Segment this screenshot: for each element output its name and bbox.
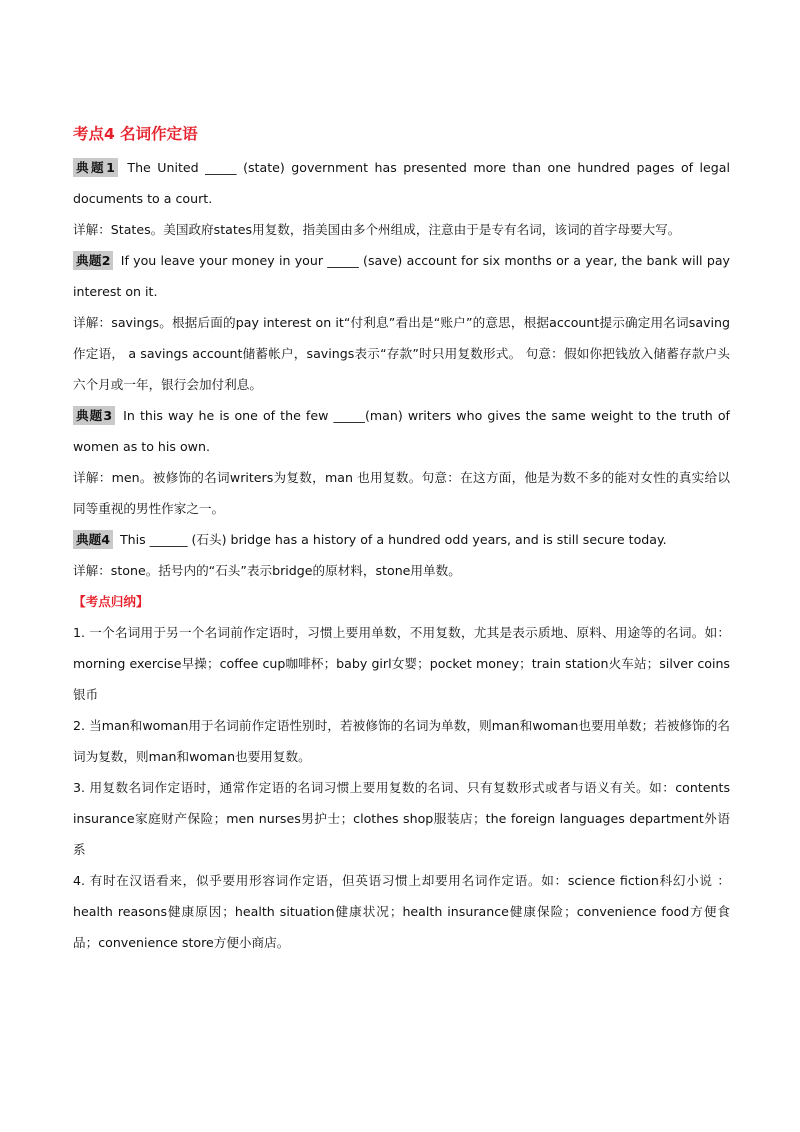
example-explanation: 详解：stone。括号内的“石头”表示bridge的原材料，stone用单数。 — [73, 563, 461, 578]
summary-point: 4. 有时在汉语看来，似乎要用形容词作定语，但英语习惯上却要用名词作定语。如：science fiction科幻小说 ：health reasons健康原因；health situation健康状况；health insurance健康保险；convenience food方便食品；convenience store方便小商店。 — [73, 873, 730, 950]
summary-point: 1. 一个名词用于另一个名词前作定语时，习惯上要用单数，不用复数，尤其是表示质地、原料、用途等的名词。如：morning exercise早操；coffee cup咖啡杯；baby girl女婴；pocket money；train station火车站；silver coins银币 — [73, 625, 730, 702]
example-label: 典题1 — [73, 158, 118, 177]
example-question — [73, 524, 730, 555]
summary-title: 【考点归纳】 — [73, 594, 149, 609]
example-1 — [73, 152, 730, 245]
summary-section — [73, 586, 730, 958]
example-explanation: 详解：men。被修饰的名词writers为复数，man 也用复数。句意：在这方面，他是为数不多的能对女性的真实给以同等重视的男性作家之一。 — [73, 470, 730, 516]
question-text: If you leave your money in your _____ (save) account for six months or a year, the bank will pay interest on it. — [73, 253, 730, 299]
example-2 — [73, 245, 730, 400]
example-3 — [73, 400, 730, 524]
example-explanation: 详解：savings。根据后面的pay interest on it“付利息”看出是“账户”的意思，根据account提示确定用名词saving作定语， a savings account储蓄帐户，savings表示“存款”时只用复数形式。 句意：假如你把钱放入储蓄存款户头六个月或一年，银行会加付利息。 — [73, 315, 730, 392]
example-label: 典题2 — [73, 251, 113, 270]
question-text: The United _____ (state) government has presented more than one hundred pages of legal documents to a court. — [73, 160, 731, 206]
example-question — [73, 152, 730, 214]
question-text: In this way he is one of the few _____(man) writers who gives the same weight to the truth of women as to his own. — [73, 408, 730, 454]
example-question — [73, 400, 730, 462]
example-explanation: 详解：States。美国政府states用复数，指美国由多个州组成，注意由于是专有名词，该词的首字母要大写。 — [73, 222, 681, 237]
question-text: This ______ (石头) bridge has a history of a hundred odd years, and is still secure today. — [119, 532, 667, 547]
section-title: 考点4 名词作定语 — [73, 125, 198, 143]
summary-point: 3. 用复数名词作定语时，通常作定语的名词习惯上要用复数的名词、只有复数形式或者与语义有关。如：contents insurance家庭财产保险；men nurses男护士；clothes shop服装店；the foreign languages department外语系 — [73, 780, 730, 857]
example-label: 典题4 — [73, 530, 113, 549]
example-4 — [73, 524, 730, 586]
example-label: 典题3 — [73, 406, 115, 425]
summary-point: 2. 当man和woman用于名词前作定语性别时，若被修饰的名词为单数，则man和woman也要用单数；若被修饰的名词为复数，则man和woman也要用复数。 — [73, 718, 730, 764]
document-page — [73, 124, 730, 958]
example-question — [73, 245, 730, 307]
